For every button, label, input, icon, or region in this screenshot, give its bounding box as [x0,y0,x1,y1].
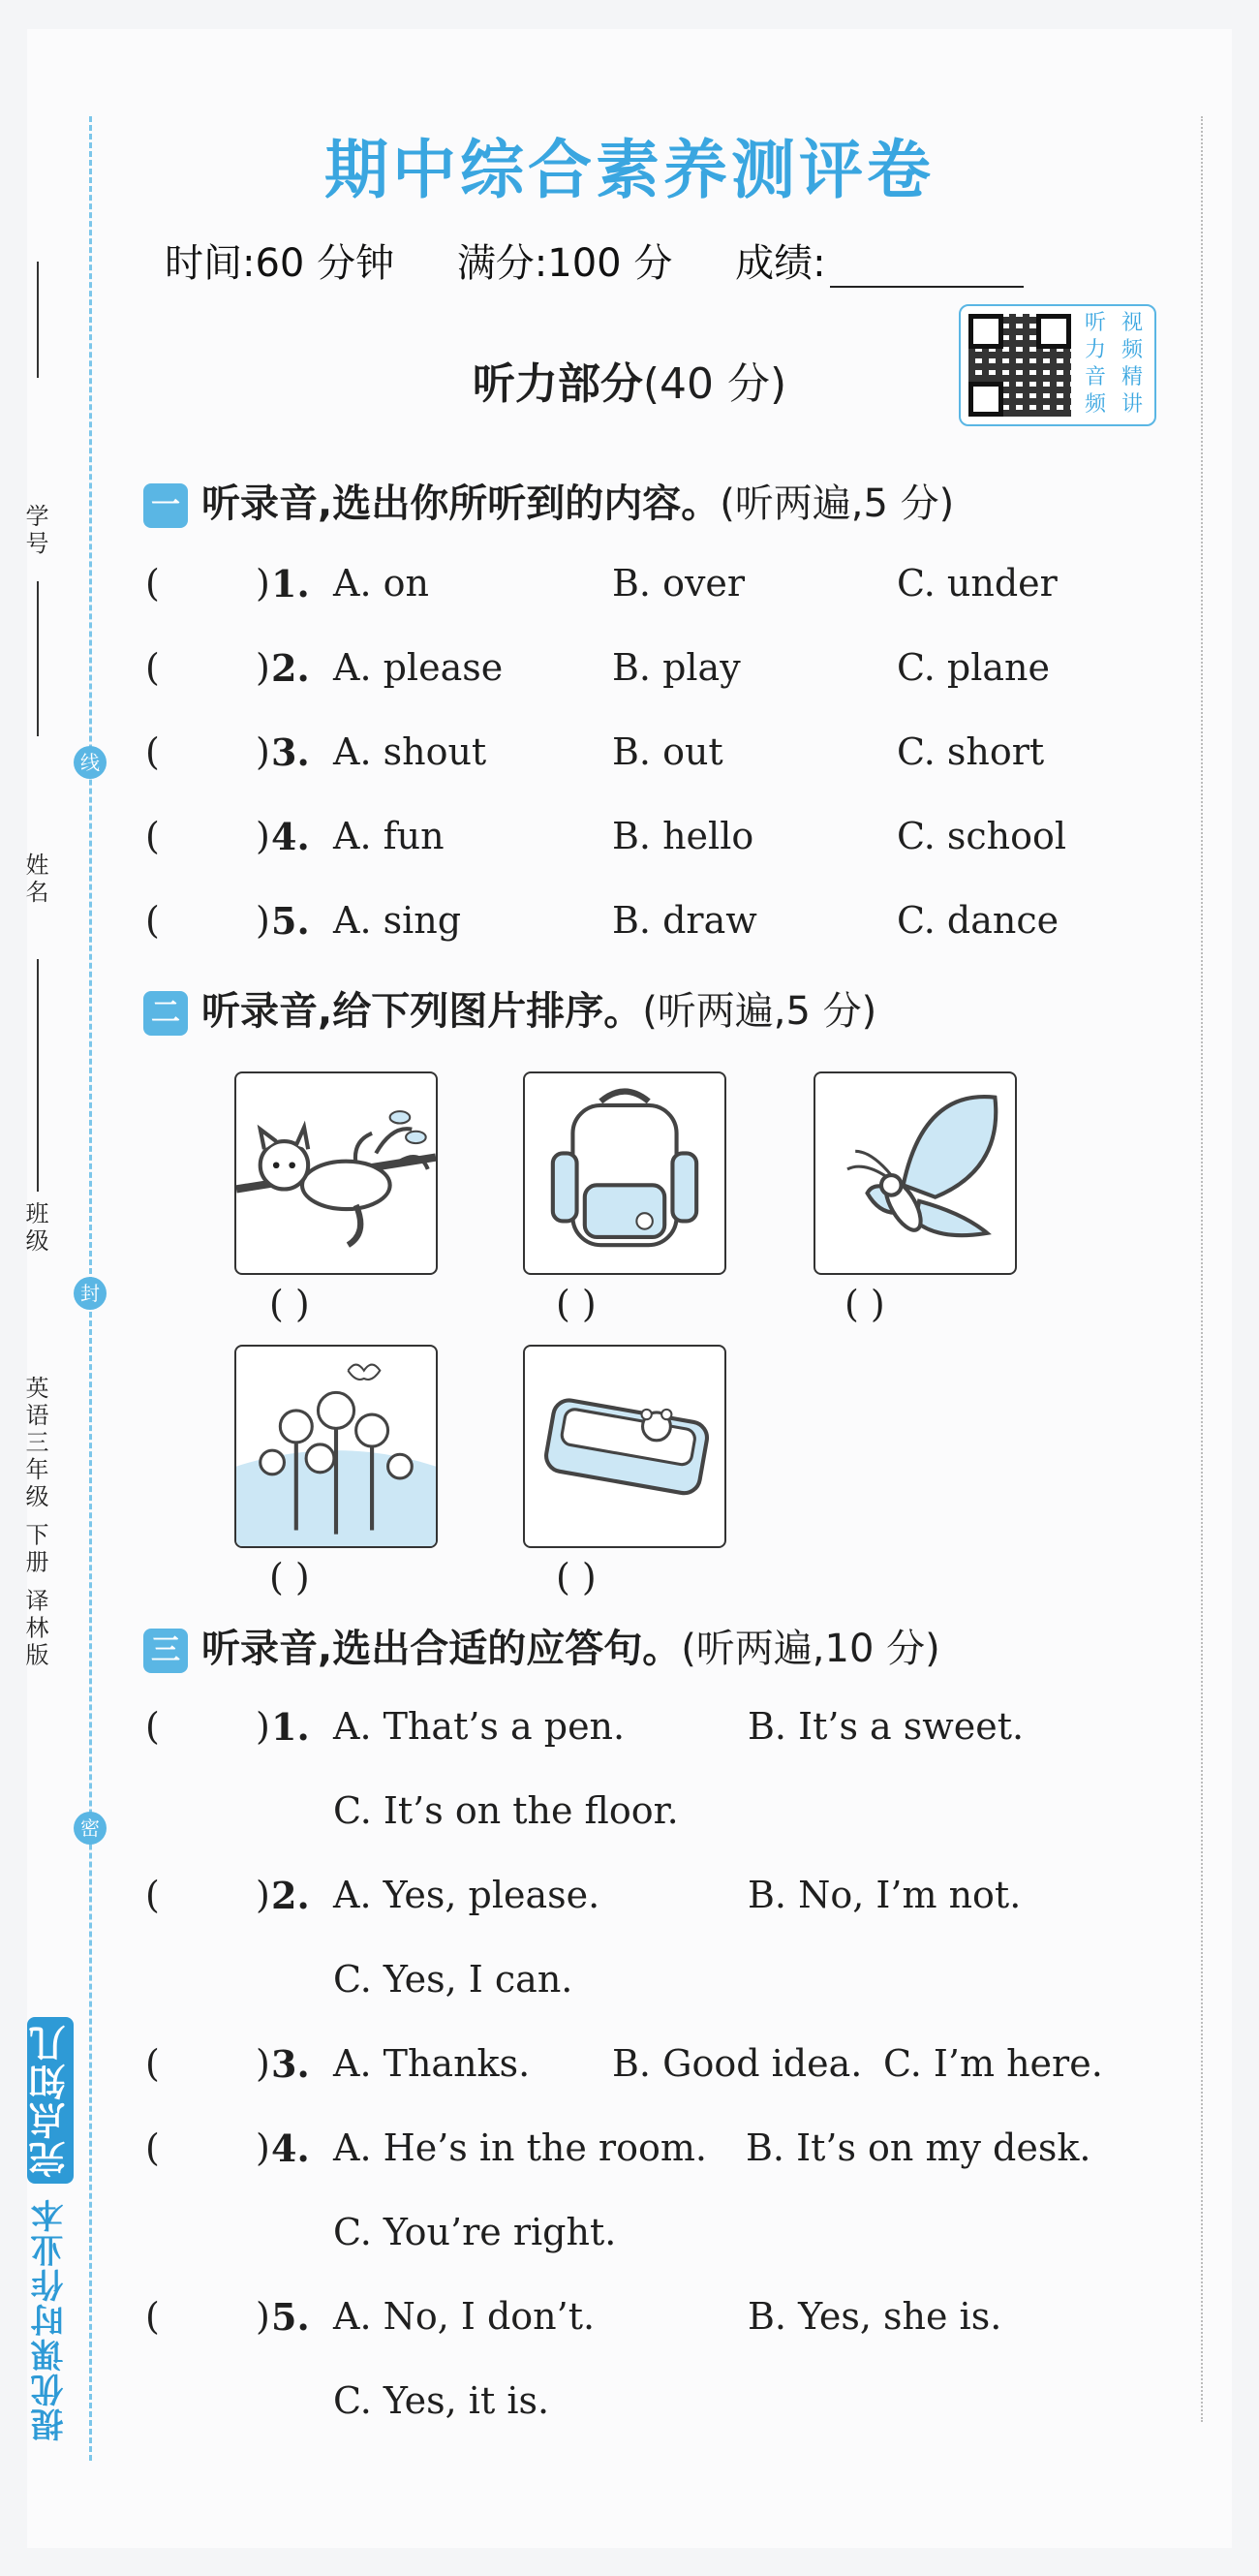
part1-heading [143,473,954,528]
backpack-icon [525,1073,724,1273]
qr-char: 听 [1084,311,1106,335]
option-c: C. I’m here. [883,2042,1103,2085]
binding-mark: 封 [74,1277,107,1310]
picture-answer-paren[interactable]: ( ) [556,1283,597,1325]
option-c: C. It’s on the floor. [333,1789,679,1832]
score-label: 成绩: [735,241,826,286]
item-number: 2. [271,1874,310,1917]
option-a: A. That’s a pen. [333,1705,626,1748]
part3-note: (听两遍,10 分) [681,1627,940,1671]
qr-char: 讲 [1121,392,1143,417]
binding-fill-line [37,581,39,736]
qr-char: 精 [1121,365,1143,389]
qr-char: 频 [1084,392,1106,417]
binding-student-no: 学号 [21,504,48,558]
page-title: 期中综合素养测评卷 [324,133,935,207]
answer-paren-right: ) [256,646,270,689]
part3-heading [143,1618,940,1673]
binding-fill-line [37,959,39,1192]
option-a: A. please [333,646,504,689]
qr-corner [968,382,1003,417]
part1-note: (听两遍,5 分) [720,481,955,526]
binding-name: 姓名 [21,853,48,907]
item-number: 3. [271,730,310,774]
picture-answer-paren[interactable]: ( ) [556,1556,597,1598]
right-margin-dots [1201,116,1203,2422]
option-a: A. on [333,562,429,605]
item-number: 1. [271,562,310,605]
option-a: A. No, I don’t. [333,2295,596,2338]
option-a: A. Yes, please. [333,1874,600,1916]
option-b: B. It’s a sweet. [748,1705,1025,1748]
answer-paren-right: ) [256,730,270,773]
answer-paren-left[interactable]: ( [145,1705,160,1748]
option-a: A. sing [333,899,462,942]
answer-paren-left[interactable]: ( [145,815,160,857]
option-b: B. out [612,730,723,773]
option-b: B. draw [612,899,757,942]
qr-corner [968,314,1003,349]
item-number: 2. [271,646,310,690]
brand-strip [23,1841,72,2441]
option-c: C. under [897,562,1058,605]
binding-mark: 线 [74,746,107,779]
option-b: B. hello [612,815,754,857]
score-blank[interactable] [830,247,1024,288]
qr-char: 视 [1121,311,1143,335]
cat-icon [236,1073,436,1273]
part2-instruction: 听录音,给下列图片排序。 [201,989,643,1034]
time-limit: 时间:60 分钟 [165,241,395,286]
answer-paren-right: ) [256,2295,270,2338]
picture-backpack [523,1071,726,1275]
picture-pencil-box [523,1345,726,1548]
section-name: 听力部分 [472,359,643,409]
option-a: A. He’s in the room. [333,2126,707,2169]
qr-char: 频 [1121,338,1143,362]
option-a: A. Thanks. [333,2042,531,2085]
part3-instruction: 听录音,选出合适的应答句。 [201,1627,682,1671]
picture-answer-paren[interactable]: ( ) [844,1283,885,1325]
part1-instruction: 听录音,选出你所听到的内容。 [201,481,721,526]
option-b: B. play [612,646,741,689]
picture-butterfly [814,1071,1017,1275]
answer-paren-right: ) [256,899,270,942]
answer-paren-left[interactable]: ( [145,1874,160,1916]
answer-paren-left[interactable]: ( [145,2042,160,2085]
option-c: C. short [897,730,1045,773]
item-number: 5. [271,899,310,943]
picture-answer-paren[interactable]: ( ) [269,1283,310,1325]
full-score: 满分:100 分 [456,241,673,286]
option-c: C. plane [897,646,1050,689]
picture-flowers [234,1345,438,1548]
option-b: B. It’s on my desk. [746,2126,1091,2169]
answer-paren-right: ) [256,815,270,857]
flowers-icon [236,1347,436,1546]
option-b: B. Good idea. [612,2042,863,2085]
item-number: 5. [271,2295,310,2339]
option-c: C. dance [897,899,1059,942]
option-a: A. shout [333,730,487,773]
part1-number: 一 [143,483,188,528]
part3-number: 三 [143,1629,188,1673]
butterfly-icon [815,1073,1015,1273]
answer-paren-left[interactable]: ( [145,730,160,773]
part2-note: (听两遍,5 分) [642,989,877,1034]
answer-paren-right: ) [256,1874,270,1916]
exam-meta [165,233,1074,288]
binding-class: 班级 [21,1201,48,1256]
qr-char: 力 [1084,338,1106,362]
answer-paren-right: ) [256,2126,270,2169]
option-c: C. school [897,815,1067,857]
qr-corner [1036,314,1071,349]
answer-paren-right: ) [256,2042,270,2085]
option-b: B. over [612,562,746,605]
option-b: B. Yes, she is. [748,2295,1002,2338]
answer-paren-left[interactable]: ( [145,646,160,689]
qr-char: 音 [1084,365,1106,389]
picture-cat-on-branch [234,1071,438,1275]
option-c: C. Yes, it is. [333,2379,550,2422]
part2-number: 二 [143,991,188,1036]
answer-paren-right: ) [256,562,270,605]
part2-heading [143,980,876,1036]
answer-paren-left[interactable]: ( [145,899,160,942]
item-number: 3. [271,2042,310,2086]
binding-mark: 密 [74,1812,107,1845]
pencil-box-icon [525,1347,724,1546]
section-points: (40 分) [642,359,787,409]
qr-code-box[interactable] [959,304,1156,426]
binding-book-info: 英语三年级 下册 译林版 [21,1376,48,1670]
brand-sub: 提优课时作业本 [31,2197,70,2441]
item-number: 4. [271,2126,310,2170]
answer-paren-left[interactable]: ( [145,2126,160,2169]
option-c: C. Yes, I can. [333,1958,573,2001]
brand-logo: 完点知几 [27,2017,74,2184]
picture-answer-paren[interactable]: ( ) [269,1556,310,1598]
answer-paren-left[interactable]: ( [145,2295,160,2338]
answer-paren-right: ) [256,1705,270,1748]
qr-label [1077,310,1151,419]
answer-paren-left[interactable]: ( [145,562,160,605]
option-b: B. No, I’m not. [748,1874,1022,1916]
item-number: 4. [271,815,310,858]
option-a: A. fun [333,815,445,857]
item-number: 1. [271,1705,310,1749]
option-c: C. You’re right. [333,2211,617,2253]
